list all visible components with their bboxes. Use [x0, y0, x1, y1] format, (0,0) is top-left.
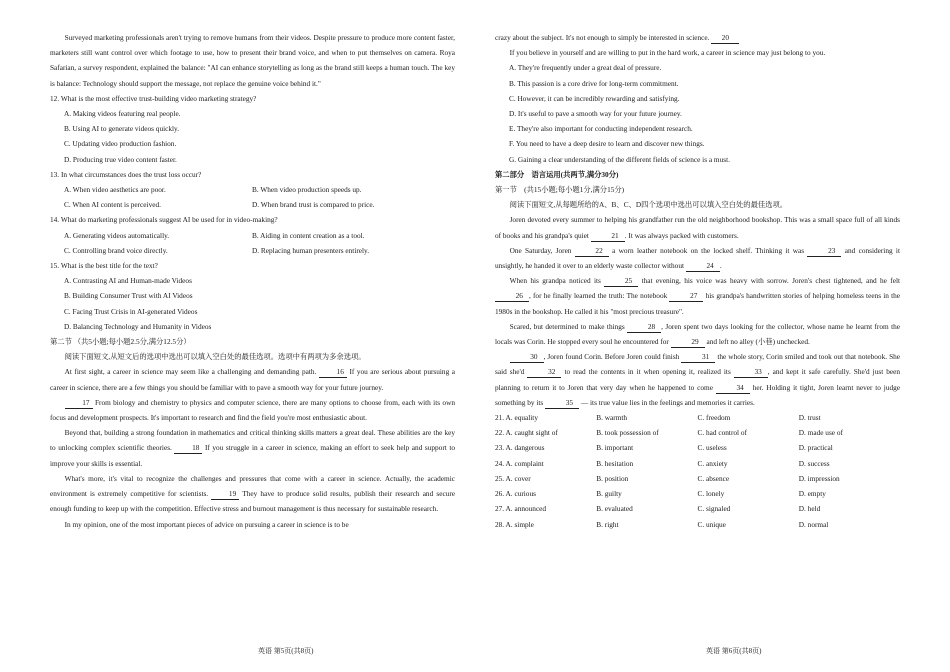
section-2-title: 第二节 （共5小题;每小题2.5分,满分12.5分） [50, 337, 191, 347]
question-15-option-a: A. Contrasting AI and Human-made Videos [64, 276, 192, 286]
blank-28: 28 [627, 322, 661, 333]
blank-35: 35 [545, 398, 579, 409]
blank-27: 27 [669, 291, 703, 302]
choice-row-24: 24. A. complaint B. hesitation C. anxiety D. success [495, 458, 830, 468]
question-12-option-c: C. Updating video production fashion. [64, 139, 177, 149]
choice-row-25: 25. A. cover B. position C. absence D. impression [495, 473, 840, 483]
passage-paragraph-6: If you believe in yourself and are willing to put in the hard work, a career in science may just belong to you. [509, 48, 826, 58]
passage-paragraph-4: What's more, it's vital to recognize the challenges and pressures that come with a career in science. Actually, the academic environment is extremely competitive for scientists. 19 They have to produce solid results, publish their research and secure enough funding to keep up with the competition. Effective stress and burnout management is thus necessary for sustainable research. [50, 473, 455, 514]
question-15-option-b: B. Building Consumer Trust with AI Videos [64, 291, 193, 301]
blank-23: 23 [807, 246, 841, 257]
choice-row-27: 27. A. announced B. evaluated C. signaled D. held [495, 504, 821, 514]
blank-31: 31 [681, 352, 715, 363]
question-14-option-a: A. Generating videos automatically. [64, 230, 170, 240]
section-2-instructions: 阅读下面短文,从短文后的选项中选出可以填入空白处的最佳选项。选项中有两项为多余选项。 [64, 352, 366, 362]
question-14-option-d: D. Replacing human presenters entirely. [252, 245, 370, 255]
question-13-options-row1 [50, 182, 455, 197]
seven-choice-option-a: A. They're frequently under a great deal of pressure. [509, 63, 662, 73]
question-15-option-c: C. Facing Trust Crisis in AI-generated Videos [64, 306, 198, 316]
blank-26: 26 [495, 291, 529, 302]
blank-34: 34 [716, 383, 750, 394]
question-12-stem: 12. What is the most effective trust-building video marketing strategy? [50, 93, 257, 103]
intro-paragraph: Surveyed marketing professionals aren't trying to remove humans from their videos. Despite pressure to produce more content faster, marketers still want control over which footage to use, how to present their brand voice, and when to put themselves on camera. Roya Safarian, a survey respondent, explained the balance: "AI can enhance storytelling as long as the brand still keeps a human touch. The key is balance: Technology should support the message, not replace the genuine voice behind it." [50, 33, 455, 88]
question-13-option-b: B. When video production speeds up. [252, 185, 362, 195]
page-footer-right: 英语 第6页(共8页) [706, 647, 762, 655]
choice-row-22: 22. A. caught sight of B. took possession of C. had control of D. made use of [495, 428, 843, 438]
question-14-options-row1 [50, 228, 455, 243]
blank-18: 18 [174, 443, 202, 454]
choice-row-23: 23. A. dangerous B. important C. useless D. practical [495, 443, 833, 453]
question-14-options-row2 [50, 243, 455, 258]
blank-17: 17 [65, 398, 93, 409]
blank-20: 20 [711, 33, 739, 44]
passage-paragraph-5-cont: crazy about the subject. It's not enough to simply be interested in science. 20 [495, 30, 900, 45]
question-13-option-a: A. When video aesthetics are poor. [64, 185, 166, 195]
blank-21: 21 [591, 231, 625, 242]
cloze-paragraph-3: When his grandpa noticed its 25 that evening, his voice was heavy with sorrow. Joren's chest tightened, and he felt 26 , for he finally learned the truth: The notebook 27 his grandpa's handwritten stories of helping homeless teens in the 1980s in the bookshop. He called it his "most precious treasure". [495, 276, 901, 316]
section-1-instructions: 阅读下面短文,从每题所给的A、B、C、D四个选项中选出可以填入空白处的最佳选项。 [509, 200, 788, 210]
blank-33: 33 [734, 367, 768, 378]
choice-row-26: 26. A. curious B. guilty C. lonely D. empty [495, 489, 826, 499]
question-12-option-d: D. Producing true video content faster. [64, 154, 177, 164]
question-12-option-a: A. Making videos featuring real people. [64, 109, 181, 119]
right-page [495, 30, 900, 532]
passage-paragraph-3: Beyond that, building a strong foundation in mathematics and critical thinking skills matters a great deal. These abilities are the key to unlocking complex scientific theories. 18 If you struggle in a career in science, making an effort to seek help and support to improve your skills is essential. [50, 428, 456, 468]
cloze-paragraph-2: One Saturday, Joren 22 a worn leather notebook on the locked shelf. Thinking it was 23 and considering it unsightly, he handed it over to an elderly waste collector without 24 . [495, 245, 900, 271]
cloze-paragraph-1: Joren devoted every summer to helping his grandfather run the old neighborhood bookshop. This was a small space full of all kinds of books and his grandpa's quiet 21 . It was always packed with customers. [495, 215, 900, 240]
question-13-options-row2 [50, 197, 455, 212]
passage-paragraph-5: In my opinion, one of the most important pieces of advice on pursuing a career in science is to be [64, 519, 349, 529]
question-14-option-b: B. Aiding in content creation as a tool. [252, 230, 365, 240]
seven-choice-option-e: E. They're also important for conducting independent research. [509, 124, 693, 134]
blank-22: 22 [575, 246, 609, 257]
part-2-title: 第二部分 语言运用(共两节,满分30分) [495, 169, 619, 179]
blank-24: 24 [686, 261, 720, 272]
seven-choice-option-b: B. This passion is a core drive for long-term commitment. [509, 78, 679, 88]
blank-29: 29 [671, 337, 705, 348]
question-15-stem: 15. What is the best title for the text? [50, 261, 158, 271]
passage-paragraph-2: 17 From biology and chemistry to physics and computer science, there are many options to choose from, each with its own focus and development prospects. It's important to research and find the field you're most enthusiastic about. [50, 397, 455, 423]
question-13-option-c: C. When AI content is perceived. [64, 200, 161, 210]
question-14-option-c: C. Controlling brand voice directly. [64, 245, 168, 255]
blank-25: 25 [604, 276, 638, 287]
page-footer-left: 英语 第5页(共8页) [258, 647, 314, 655]
passage-paragraph-1: At first sight, a career in science may seem like a challenging and demanding path. 16 If you are serious about pursuing a career in science, there are a few things you should be familiar with to pave a smooth way for your future journey. [50, 367, 455, 392]
question-14-stem: 14. What do marketing professionals suggest AI be used for in video-making? [50, 215, 278, 225]
seven-choice-option-g: G. Gaining a clear understanding of the different fields of science is a must. [509, 154, 730, 164]
blank-32: 32 [527, 367, 561, 378]
cloze-paragraph-4: Scared, but determined to make things 28 , Joren spent two days looking for the collector, whose name he learnt from the locals was Corin. He stopped every soul he encountered for 29 and left no alley (小巷) unchecked. [495, 321, 900, 347]
choice-row-28: 28. A. simple B. right C. unique D. normal [495, 519, 829, 529]
seven-choice-option-c: C. However, it can be incredibly rewarding and satisfying. [509, 93, 680, 103]
seven-choice-option-f: F. You need to have a deep desire to learn and discover new things. [509, 139, 705, 149]
blank-30: 30 [510, 352, 544, 363]
seven-choice-option-d: D. It's useful to pave a smooth way for your future journey. [509, 109, 682, 119]
cloze-paragraph-5: 30 , Joren found Corin. Before Joren could finish 31 the whole story, Corin smiled and took out that notebook. She said she'd 32 to read the contents in it when opening it, realized its 33 , and kept it safe carefully. She'd just been planning to return it to Joren that very day when he happened to come 34 her. Holding it tight, Joren learnt never to judge something by its 35 — its true value lies in the feelings and memories it carries. [495, 352, 901, 407]
section-1-title: 第一节 (共15小题;每小题1分,满分15分) [495, 185, 625, 195]
left-page [50, 30, 455, 532]
question-13-option-d: D. When brand trust is compared to price. [252, 200, 375, 210]
choice-row-21: 21. A. equality B. warmth C. freedom D. trust [495, 413, 821, 423]
question-13-stem: 13. In what circumstances does the trust loss occur? [50, 169, 202, 179]
question-15-option-d: D. Balancing Technology and Humanity in Videos [64, 321, 212, 331]
blank-19: 19 [211, 489, 239, 500]
blank-16: 16 [319, 367, 347, 378]
question-12-option-b: B. Using AI to generate videos quickly. [64, 124, 180, 134]
